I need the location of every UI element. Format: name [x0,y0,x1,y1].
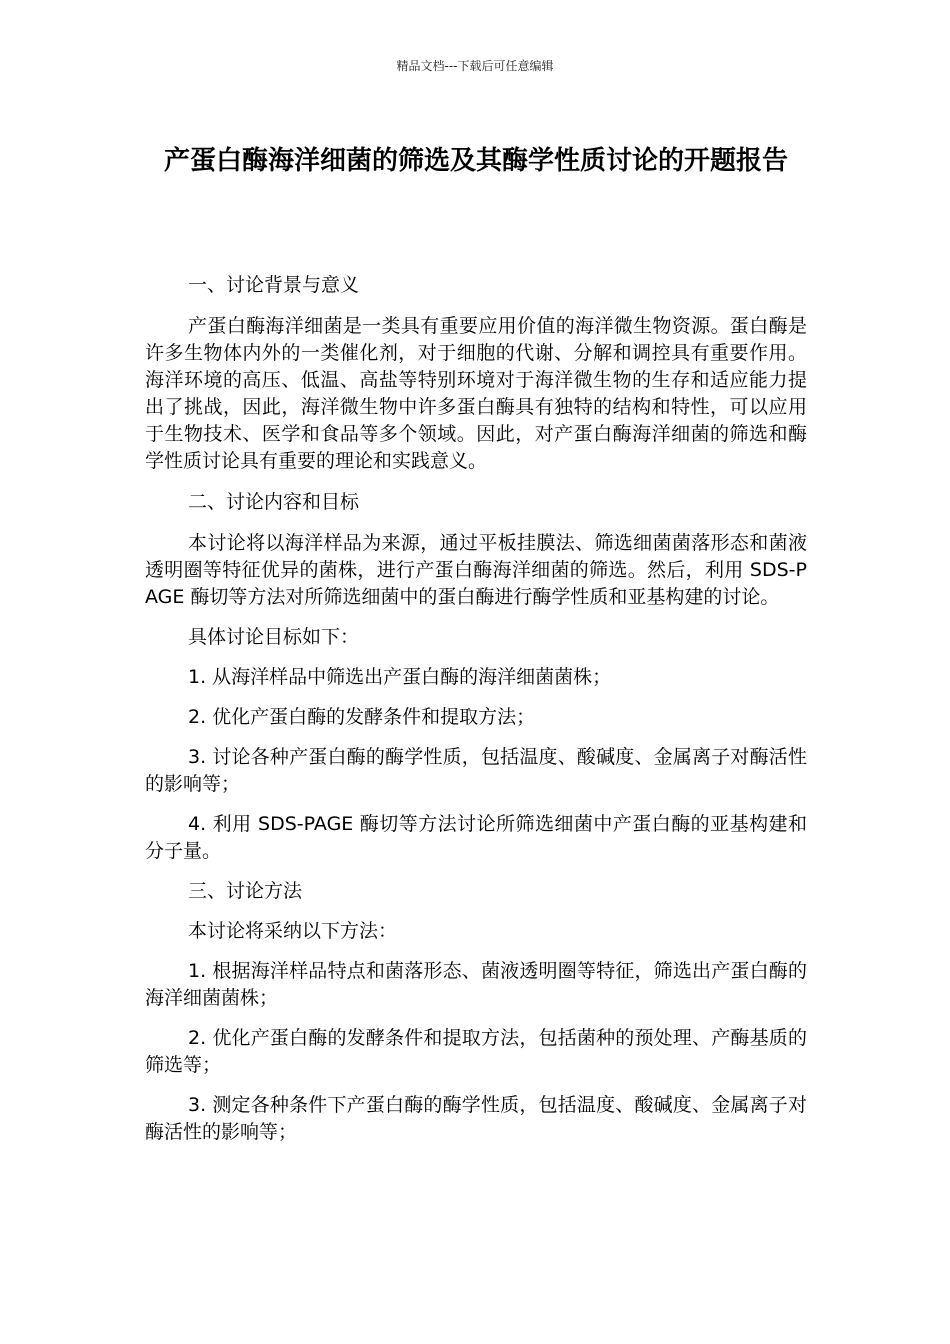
goal-item-3: 3. 讨论各种产蛋白酶的酶学性质，包括温度、酸碱度、金属离子对酶活性的影响等； [145,746,807,795]
goals-intro: 具体讨论目标如下： [188,626,360,648]
paragraph-content: 本讨论将以海洋样品为来源，通过平板挂膜法、筛选细菌菌落形态和菌液透明圈等特征优异的菌株，进行产蛋白酶海洋细菌的筛选。然后，利用 SDS-PAGE 酶切等方法对所筛选细菌中的蛋白酶进行酶学性质和亚基构建的讨论。 [145,532,807,608]
paragraph-background: 产蛋白酶海洋细菌是一类具有重要应用价值的海洋微生物资源。蛋白酶是许多生物体内外的一类催化剂，对于细胞的代谢、分解和调控具有重要作用。海洋环境的高压、低温、高盐等特别环境对于海洋微生物的生存和适应能力提出了挑战，因此，海洋微生物中许多蛋白酶具有独特的结构和特性，可以应用于生物技术、医学和食品等多个领域。因此，对产蛋白酶海洋细菌的筛选和酶学性质讨论具有重要的理论和实践意义。 [145,315,807,472]
document-body [145,272,807,1146]
method-item-3: 3. 测定各种条件下产蛋白酶的酶学性质，包括温度、酸碱度、金属离子对酶活性的影响等； [145,1094,807,1143]
methods-intro: 本讨论将采纳以下方法： [188,920,398,942]
document-title: 产蛋白酶海洋细菌的筛选及其酶学性质讨论的开题报告 [163,146,788,176]
header-note: 精品文档---下载后可任意编辑 [396,59,554,73]
section-heading-background: 一、讨论背景与意义 [188,274,360,296]
goal-item-1: 1. 从海洋样品中筛选出产蛋白酶的海洋细菌菌株； [188,666,612,688]
section-heading-content-goals: 二、讨论内容和目标 [188,491,360,513]
goal-item-4: 4. 利用 SDS-PAGE 酶切等方法讨论所筛选细菌中产蛋白酶的亚基构建和分子量。 [145,813,807,862]
goal-item-2: 2. 优化产蛋白酶的发酵条件和提取方法； [188,706,536,728]
method-item-1: 1. 根据海洋样品特点和菌落形态、菌液透明圈等特征，筛选出产蛋白酶的海洋细菌菌株； [145,960,807,1009]
section-heading-methods: 三、讨论方法 [188,880,303,902]
method-item-2: 2. 优化产蛋白酶的发酵条件和提取方法，包括菌种的预处理、产酶基质的筛选等； [145,1027,807,1076]
